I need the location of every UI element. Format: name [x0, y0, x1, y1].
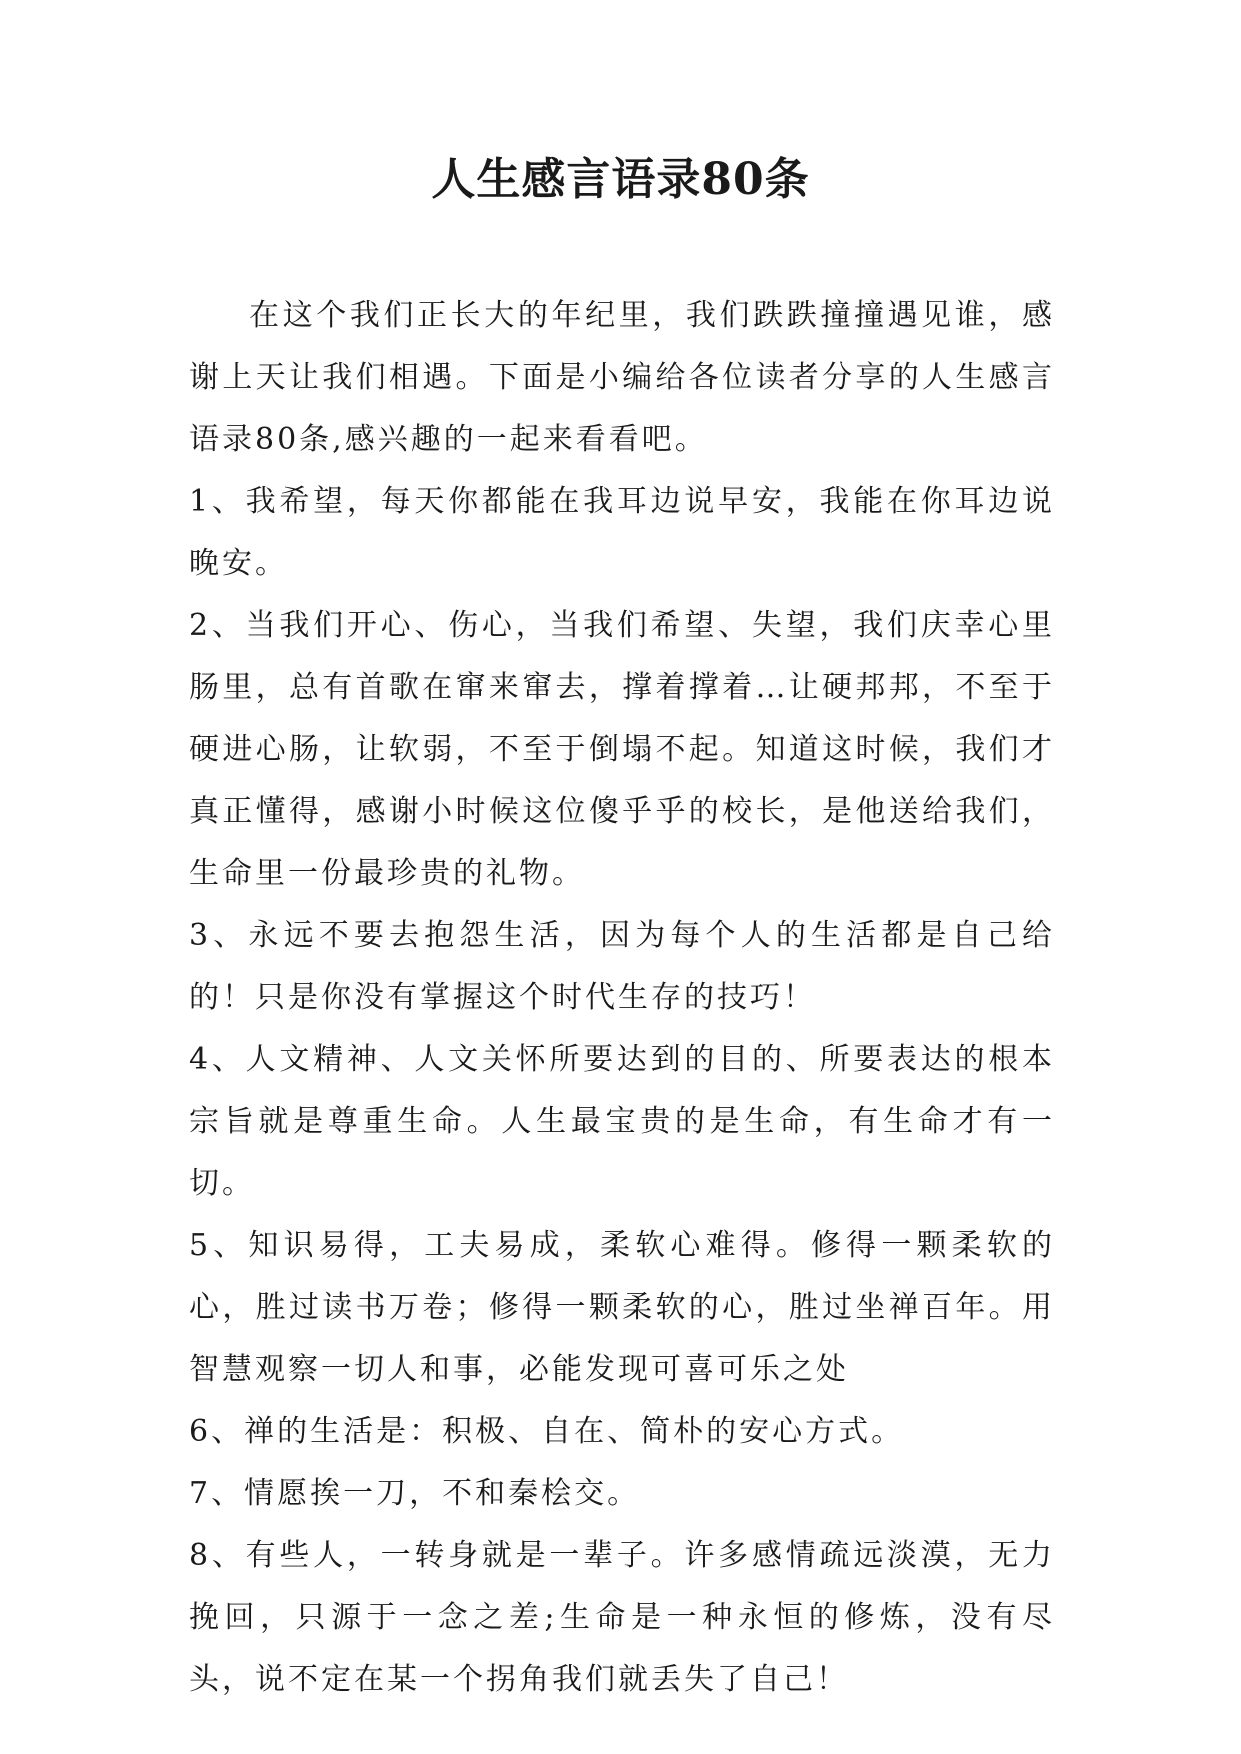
document-body: [189, 285, 1055, 1711]
list-item: 4、人文精神、人文关怀所要达到的目的、所要表达的根本宗旨就是尊重生命。人生最宝贵的是生命，有生命才有一切。: [189, 1042, 1055, 1201]
list-item: 6、禅的生活是：积极、自在、简朴的安心方式。: [189, 1414, 905, 1449]
list-item: 1、我希望，每天你都能在我耳边说早安，我能在你耳边说晚安。: [189, 484, 1055, 581]
list-item: 3、永远不要去抱怨生活，因为每个人的生活都是自己给的！只是你没有掌握这个时代生存的技巧！: [189, 918, 1055, 1015]
list-item: 8、有些人，一转身就是一辈子。许多感情疏远淡漠，无力挽回，只源于一念之差;生命是一种永恒的修炼，没有尽头，说不定在某一个拐角我们就丢失了自己！: [189, 1538, 1055, 1697]
list-item: 5、知识易得，工夫易成，柔软心难得。修得一颗柔软的心，胜过读书万卷；修得一颗柔软的心，胜过坐禅百年。用智慧观察一切人和事，必能发现可喜可乐之处: [189, 1228, 1055, 1387]
list-item: 7、情愿挨一刀，不和秦桧交。: [189, 1476, 641, 1511]
document-title: 人生感言语录80条: [431, 154, 810, 205]
intro-paragraph: 在这个我们正长大的年纪里，我们跌跌撞撞遇见谁，感谢上天让我们相遇。下面是小编给各位读者分享的人生感言语录80条,感兴趣的一起来看看吧。: [189, 298, 1055, 457]
list-item: 2、当我们开心、伤心，当我们希望、失望，我们庆幸心里肠里，总有首歌在窜来窜去，撑着撑着…让硬邦邦，不至于硬进心肠，让软弱，不至于倒塌不起。知道这时候，我们才真正懂得，感谢小时候这位傻乎乎的校长，是他送给我们，生命里一份最珍贵的礼物。: [189, 608, 1055, 891]
